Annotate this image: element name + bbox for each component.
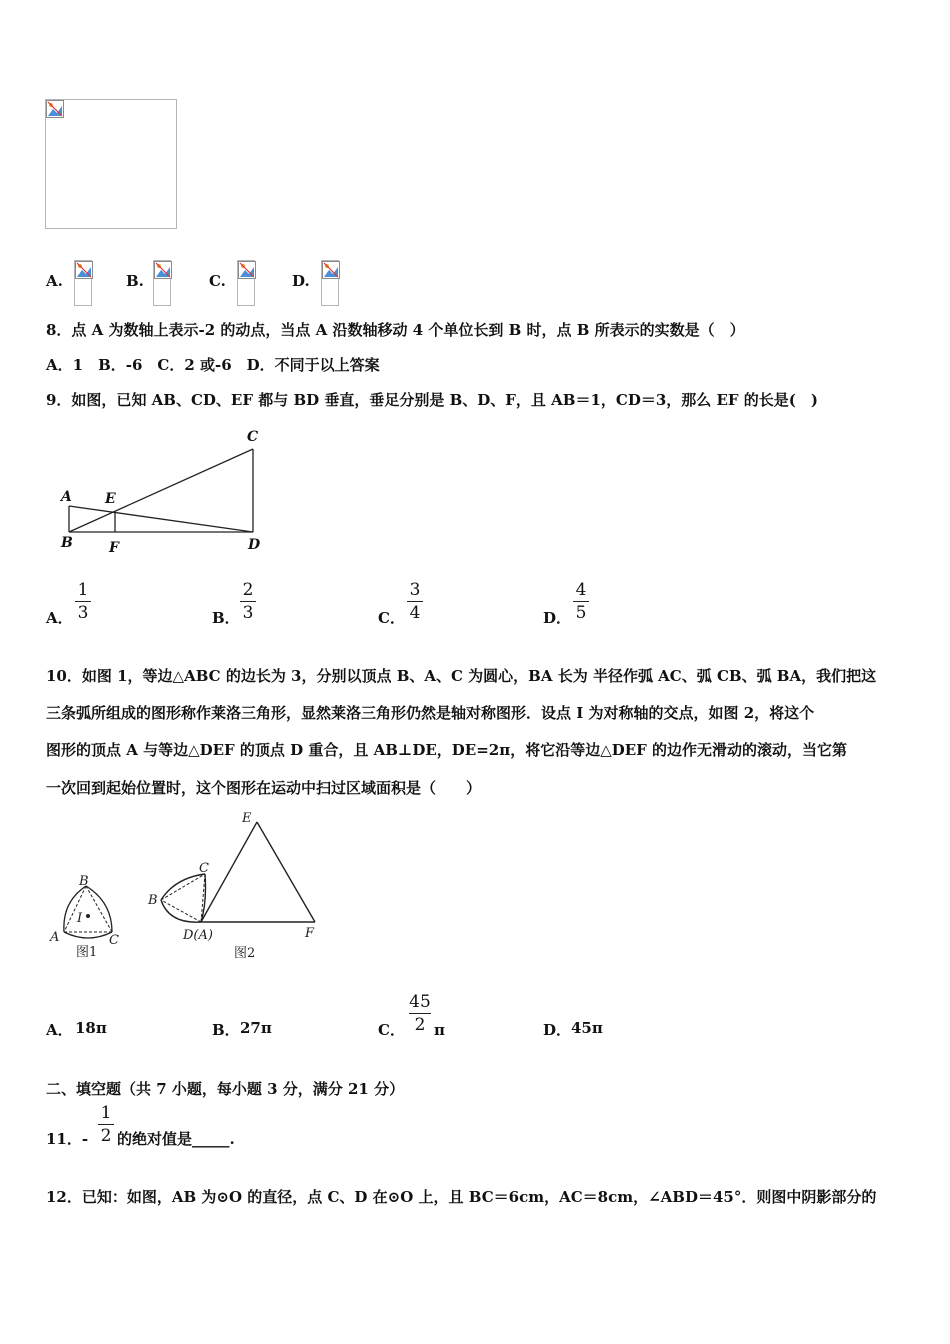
denominator: 2 — [414, 1015, 426, 1035]
fig2-label-da: D(A) — [183, 928, 213, 943]
label-c: C — [247, 429, 259, 445]
q10-figure-1 — [46, 868, 136, 964]
q8-stem: 8．点 A 为数轴上表示-2 的动点，当点 A 沿数轴移动 4 个单位长到 B 时，点 B 所表示的实数是（ ） — [46, 321, 745, 339]
q10-option-d-label: D． — [543, 1021, 572, 1039]
broken-image-icon — [238, 261, 256, 279]
q10-option-a-value: 18π — [75, 1019, 107, 1037]
numerator: 4 — [575, 580, 587, 600]
fig2-caption: 图2 — [234, 946, 256, 961]
label-b: B — [61, 535, 73, 551]
numerator: 3 — [409, 580, 421, 600]
label-a: A — [61, 489, 72, 505]
denominator: 5 — [575, 603, 587, 623]
q7-option-c-label: C. — [209, 272, 226, 290]
q10-option-b-label: B． — [212, 1021, 240, 1039]
q10-line-1: 10．如图 1，等边△ABC 的边长为 3，分别以顶点 B、A、C 为圆心，BA 长为 半径作弧 AC、弧 CB、弧 BA，我们把这 — [46, 667, 877, 685]
center-point-i — [86, 914, 90, 918]
fig2-label-f: F — [305, 926, 315, 941]
q10-option-a-label: A． — [46, 1021, 73, 1039]
q9-figure — [55, 422, 275, 562]
section-2-heading: 二、填空题（共 7 小题，每小题 3 分，满分 21 分） — [46, 1080, 405, 1098]
denominator: 4 — [409, 603, 421, 623]
q7-option-b-label: B. — [126, 272, 144, 290]
q9-option-a-fraction — [73, 579, 93, 624]
fig2-label-b: B — [148, 893, 158, 908]
q9-option-b-fraction — [238, 579, 258, 624]
numerator: 45 — [409, 992, 431, 1012]
denominator: 2 — [100, 1126, 112, 1146]
label-e: E — [105, 491, 116, 507]
triangle-side-de — [201, 822, 257, 922]
q10-option-d-value: 45π — [571, 1019, 603, 1037]
q9-option-c-fraction — [405, 579, 425, 624]
broken-image-placeholder — [45, 99, 177, 229]
q11-prefix: 11．- — [46, 1130, 89, 1148]
q7-option-d-image — [321, 260, 339, 306]
label-d: D — [248, 537, 261, 553]
broken-image-icon — [322, 261, 340, 279]
q10-line-2: 三条弧所组成的图形称作莱洛三角形，显然莱洛三角形仍然是轴对称图形．设点 I 为对称轴的交点，如图 2，将这个 — [46, 704, 815, 722]
numerator: 1 — [100, 1103, 112, 1123]
q7-option-c-image — [237, 260, 255, 306]
numerator: 2 — [242, 580, 254, 600]
label-f: F — [109, 540, 119, 556]
fig1-caption: 图1 — [76, 945, 98, 960]
q7-option-a-label: A. — [46, 272, 63, 290]
q7-option-a-image — [74, 260, 92, 306]
fig1-label-i: I — [77, 911, 83, 926]
fig1-label-a: A — [50, 930, 60, 945]
fig1-label-c: C — [109, 933, 119, 948]
q10-option-c-label: C． — [378, 1021, 405, 1039]
numerator: 1 — [77, 580, 89, 600]
q12-stem: 12．已知：如图，AB 为⊙O 的直径，点 C、D 在⊙O 上，且 BC＝6cm，AC＝8cm，∠ABD＝45°．则图中阴影部分的 — [46, 1188, 877, 1206]
broken-image-icon — [46, 100, 64, 118]
broken-image-icon — [75, 261, 93, 279]
fig1-label-b: B — [79, 874, 89, 889]
q7-option-b-image — [153, 260, 171, 306]
q8-options: A．1 B．-6 C．2 或-6 D．不同于以上答案 — [46, 356, 380, 374]
q10-option-c-fraction — [407, 991, 433, 1036]
q7-option-d-label: D. — [292, 272, 310, 290]
q11-suffix: 的绝对值是_____. — [117, 1130, 235, 1148]
q10-option-c-suffix: π — [434, 1021, 445, 1039]
q9-option-a-label: A． — [46, 609, 73, 627]
q9-option-b-label: B． — [212, 609, 240, 627]
q9-stem: 9．如图，已知 AB、CD、EF 都与 BD 垂直，垂足分别是 B、D、F，且 AB＝1，CD＝3，那么 EF 的长是( ) — [46, 391, 818, 409]
denominator: 3 — [77, 603, 89, 623]
reuleaux-arc-ac — [64, 932, 112, 938]
q10-option-b-value: 27π — [240, 1019, 272, 1037]
q9-option-d-fraction — [571, 579, 591, 624]
q9-option-d-label: D． — [543, 609, 572, 627]
fig2-label-e: E — [242, 811, 252, 826]
broken-image-icon — [154, 261, 172, 279]
q11-fraction — [96, 1102, 116, 1147]
q9-option-c-label: C． — [378, 609, 405, 627]
triangle-side-ef — [257, 822, 315, 922]
q10-line-3: 图形的顶点 A 与等边△DEF 的顶点 D 重合，且 AB⊥DE，DE=2π，将它沿等边△DEF 的边作无滑动的滚动，当它第 — [46, 741, 848, 759]
denominator: 3 — [242, 603, 254, 623]
q10-figure-2 — [145, 806, 325, 964]
fig2-label-c: C — [199, 861, 209, 876]
q10-line-4: 一次回到起始位置时，这个图形在运动中扫过区域面积是（ ） — [46, 779, 482, 797]
